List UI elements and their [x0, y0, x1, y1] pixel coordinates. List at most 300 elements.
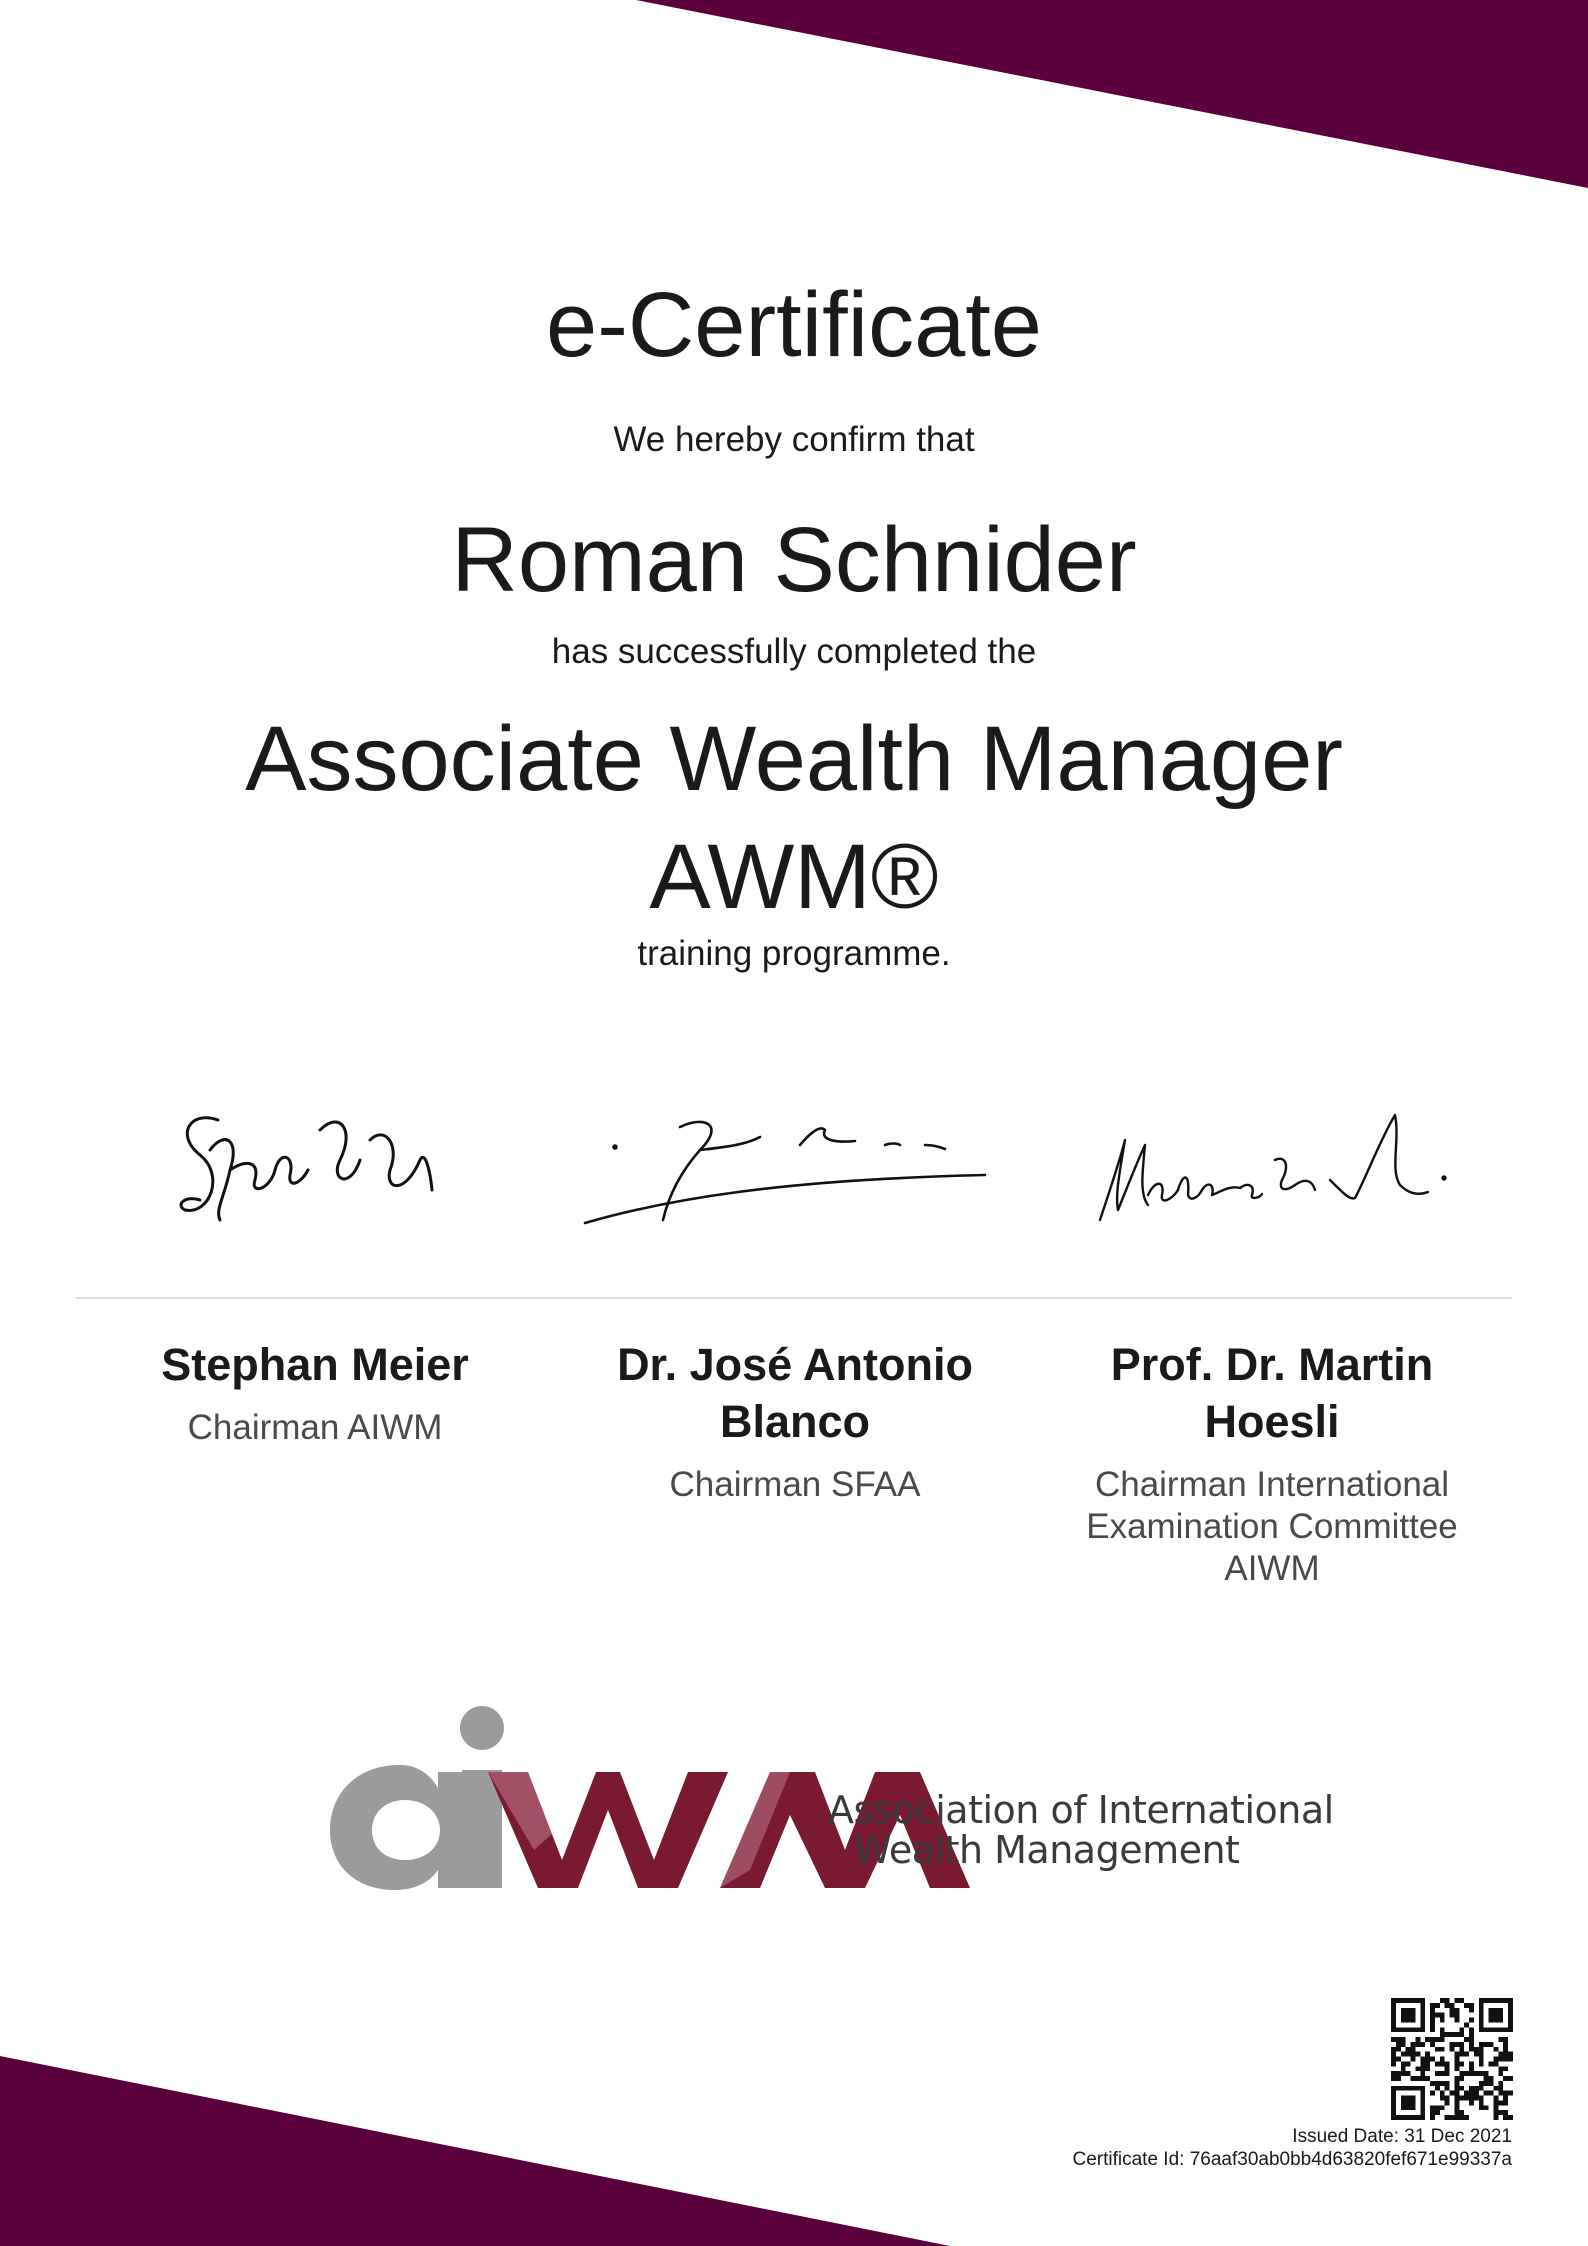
qr-module — [1489, 2091, 1494, 2096]
qr-module — [1479, 2013, 1484, 2018]
qr-module — [1401, 2037, 1406, 2042]
qr-module — [1445, 2081, 1450, 2086]
qr-module — [1396, 2057, 1401, 2062]
qr-module — [1469, 2008, 1474, 2013]
qr-module — [1498, 2013, 1503, 2018]
qr-module — [1493, 1998, 1498, 2003]
qr-module — [1474, 2096, 1479, 2101]
qr-module — [1503, 2057, 1508, 2062]
qr-module — [1493, 2115, 1498, 2120]
qr-module — [1469, 2061, 1474, 2066]
qr-module — [1391, 1998, 1396, 2003]
qr-module — [1479, 2008, 1484, 2013]
qr-module — [1411, 2047, 1416, 2052]
qr-module — [1479, 2018, 1484, 2023]
qr-module — [1401, 2086, 1406, 2091]
qr-module — [1508, 2057, 1513, 2062]
qr-module — [1401, 2008, 1406, 2013]
qr-module — [1508, 2091, 1513, 2096]
qr-code — [1391, 1998, 1513, 2120]
qr-module — [1445, 1998, 1450, 2003]
qr-module — [1401, 2052, 1406, 2057]
qr-module — [1401, 2071, 1406, 2076]
qr-module — [1401, 2100, 1406, 2105]
qr-module — [1415, 2042, 1420, 2047]
qr-module — [1493, 2057, 1498, 2062]
qr-module — [1508, 2022, 1513, 2027]
qr-module — [1450, 2091, 1455, 2096]
qr-module — [1484, 2027, 1489, 2032]
qr-module — [1493, 2018, 1498, 2023]
course-line-1: Associate Wealth Manager — [245, 708, 1343, 810]
signature-stephan-meier — [170, 1100, 470, 1230]
qr-module — [1459, 1998, 1464, 2003]
qr-module — [1479, 2042, 1484, 2047]
qr-module — [1508, 2013, 1513, 2018]
qr-module — [1391, 2052, 1396, 2057]
qr-module — [1454, 2086, 1459, 2091]
qr-module — [1406, 2115, 1411, 2120]
qr-module — [1445, 2115, 1450, 2120]
qr-module — [1493, 2061, 1498, 2066]
qr-module — [1420, 2076, 1425, 2081]
qr-module — [1474, 2047, 1479, 2052]
qr-module — [1425, 2066, 1430, 2071]
qr-module — [1440, 2027, 1445, 2032]
qr-module — [1459, 2096, 1464, 2101]
signatory-1 — [95, 1336, 535, 1449]
signature-jose-antonio-blanco — [575, 1105, 995, 1235]
qr-module — [1396, 2037, 1401, 2042]
qr-module — [1430, 2008, 1435, 2013]
qr-module — [1420, 2013, 1425, 2018]
qr-module — [1415, 2115, 1420, 2120]
qr-module — [1464, 2115, 1469, 2120]
qr-module — [1425, 2076, 1430, 2081]
qr-module — [1508, 2115, 1513, 2120]
signature-martin-hoesli — [1090, 1100, 1460, 1230]
qr-module — [1396, 2047, 1401, 2052]
qr-module — [1420, 2027, 1425, 2032]
qr-module — [1454, 2105, 1459, 2110]
qr-module — [1459, 2071, 1464, 2076]
qr-module — [1401, 2061, 1406, 2066]
qr-module — [1508, 2076, 1513, 2081]
qr-module — [1396, 2071, 1401, 2076]
qr-module — [1411, 2042, 1416, 2047]
qr-module — [1420, 2115, 1425, 2120]
qr-module — [1464, 2052, 1469, 2057]
qr-module — [1479, 2061, 1484, 2066]
qr-module — [1503, 2110, 1508, 2115]
qr-module — [1430, 2105, 1435, 2110]
qr-module — [1454, 2032, 1459, 2037]
qr-module — [1479, 2100, 1484, 2105]
qr-module — [1503, 2047, 1508, 2052]
qr-module — [1484, 2071, 1489, 2076]
qr-module — [1391, 2100, 1396, 2105]
qr-module — [1479, 2081, 1484, 2086]
qr-module — [1406, 2008, 1411, 2013]
qr-module — [1450, 2032, 1455, 2037]
qr-module — [1415, 2052, 1420, 2057]
qr-module — [1420, 2018, 1425, 2023]
qr-module — [1445, 2032, 1450, 2037]
qr-module — [1401, 2066, 1406, 2071]
qr-module — [1503, 2042, 1508, 2047]
qr-module — [1391, 2003, 1396, 2008]
signatory-3 — [1052, 1336, 1492, 1590]
qr-module — [1435, 2037, 1440, 2042]
qr-module — [1411, 2052, 1416, 2057]
qr-module — [1454, 2013, 1459, 2018]
qr-module — [1435, 2013, 1440, 2018]
qr-module — [1469, 2086, 1474, 2091]
qr-module — [1469, 2018, 1474, 2023]
qr-module — [1396, 1998, 1401, 2003]
qr-module — [1420, 2071, 1425, 2076]
qr-module — [1406, 2071, 1411, 2076]
qr-module — [1450, 2013, 1455, 2018]
qr-module — [1469, 2047, 1474, 2052]
qr-module — [1493, 2027, 1498, 2032]
qr-module — [1445, 2096, 1450, 2101]
qr-module — [1498, 2008, 1503, 2013]
recipient-name: Roman Schnider — [451, 509, 1137, 611]
qr-module — [1479, 2105, 1484, 2110]
qr-module — [1479, 2057, 1484, 2062]
qr-module — [1415, 2086, 1420, 2091]
qr-module — [1440, 2013, 1445, 2018]
qr-module — [1415, 2066, 1420, 2071]
issued-date: Issued Date: 31 Dec 2021 — [1292, 2126, 1512, 2147]
course-name — [120, 700, 1468, 936]
qr-module — [1440, 2096, 1445, 2101]
qr-module — [1508, 2003, 1513, 2008]
qr-module — [1474, 2052, 1479, 2057]
qr-module — [1406, 2061, 1411, 2066]
qr-module — [1435, 2003, 1440, 2008]
qr-module — [1406, 2047, 1411, 2052]
qr-module — [1430, 2018, 1435, 2023]
qr-module — [1503, 2100, 1508, 2105]
qr-module — [1498, 2100, 1503, 2105]
qr-module — [1493, 2110, 1498, 2115]
qr-module — [1406, 2086, 1411, 2091]
qr-module — [1489, 2042, 1494, 2047]
qr-module — [1406, 2096, 1411, 2101]
qr-module — [1469, 2091, 1474, 2096]
qr-module — [1469, 2027, 1474, 2032]
qr-module — [1498, 2037, 1503, 2042]
qr-module — [1401, 2018, 1406, 2023]
qr-module — [1459, 2115, 1464, 2120]
qr-module — [1396, 2027, 1401, 2032]
qr-module — [1430, 2081, 1435, 2086]
qr-module — [1479, 2096, 1484, 2101]
qr-module — [1508, 2008, 1513, 2013]
qr-module — [1401, 2013, 1406, 2018]
qr-module — [1411, 2076, 1416, 2081]
qr-module — [1391, 2013, 1396, 2018]
qr-module — [1411, 2086, 1416, 2091]
qr-module — [1459, 2110, 1464, 2115]
qr-module — [1440, 2081, 1445, 2086]
qr-module — [1493, 2013, 1498, 2018]
qr-module — [1430, 2022, 1435, 2027]
qr-module — [1484, 1998, 1489, 2003]
qr-module — [1425, 2057, 1430, 2062]
qr-module — [1454, 2061, 1459, 2066]
qr-module — [1430, 2013, 1435, 2018]
qr-module — [1498, 2110, 1503, 2115]
qr-module — [1440, 2047, 1445, 2052]
qr-module — [1454, 2042, 1459, 2047]
qr-module — [1479, 2086, 1484, 2091]
qr-module — [1415, 2037, 1420, 2042]
qr-module — [1406, 2052, 1411, 2057]
qr-module — [1420, 2066, 1425, 2071]
qr-module — [1469, 2037, 1474, 2042]
qr-module — [1450, 2003, 1455, 2008]
qr-module — [1411, 2027, 1416, 2032]
logo-tagline — [828, 1790, 1334, 1870]
qr-module — [1498, 2071, 1503, 2076]
qr-module — [1479, 1998, 1484, 2003]
qr-module — [1445, 2086, 1450, 2091]
qr-module — [1479, 2071, 1484, 2076]
qr-module — [1391, 2115, 1396, 2120]
qr-module — [1445, 2066, 1450, 2071]
qr-module — [1420, 2061, 1425, 2066]
qr-module — [1396, 2115, 1401, 2120]
qr-module — [1391, 2071, 1396, 2076]
qr-module — [1498, 2086, 1503, 2091]
qr-module — [1503, 2076, 1508, 2081]
qr-module — [1445, 2071, 1450, 2076]
qr-module — [1435, 2047, 1440, 2052]
qr-module — [1508, 2018, 1513, 2023]
signatory-name: Prof. Dr. Martin Hoesli — [1110, 1339, 1434, 1447]
course-line-2: AWM® — [649, 826, 939, 928]
qr-module — [1459, 2076, 1464, 2081]
qr-module — [1503, 2091, 1508, 2096]
qr-module — [1454, 1998, 1459, 2003]
qr-module — [1479, 2052, 1484, 2057]
qr-module — [1396, 2086, 1401, 2091]
qr-module — [1411, 2013, 1416, 2018]
qr-module — [1450, 2115, 1455, 2120]
qr-module — [1406, 2100, 1411, 2105]
qr-module — [1391, 2105, 1396, 2110]
qr-module — [1508, 2027, 1513, 2032]
qr-module — [1508, 1998, 1513, 2003]
qr-module — [1469, 2100, 1474, 2105]
qr-module — [1484, 2042, 1489, 2047]
signatory-role: Chairman AIWM — [187, 1408, 443, 1447]
qr-module — [1459, 2047, 1464, 2052]
qr-module — [1435, 2071, 1440, 2076]
qr-module — [1459, 2027, 1464, 2032]
qr-module — [1391, 2037, 1396, 2042]
qr-module — [1406, 2018, 1411, 2023]
qr-module — [1420, 1998, 1425, 2003]
qr-module — [1391, 2057, 1396, 2062]
qr-module — [1401, 2042, 1406, 2047]
qr-module — [1420, 2008, 1425, 2013]
qr-module — [1493, 2008, 1498, 2013]
qr-module — [1435, 2105, 1440, 2110]
qr-module — [1430, 2091, 1435, 2096]
qr-module — [1406, 2013, 1411, 2018]
qr-module — [1454, 2091, 1459, 2096]
qr-module — [1440, 2061, 1445, 2066]
qr-module — [1454, 2100, 1459, 2105]
qr-module — [1469, 2042, 1474, 2047]
qr-module — [1411, 1998, 1416, 2003]
signatory-role: Chairman SFAA — [669, 1465, 921, 1504]
qr-module — [1459, 2052, 1464, 2057]
qr-module — [1420, 2042, 1425, 2047]
confirm-text: We hereby confirm that — [613, 420, 975, 459]
qr-module — [1411, 2008, 1416, 2013]
qr-module — [1489, 1998, 1494, 2003]
qr-module — [1454, 2066, 1459, 2071]
qr-module — [1498, 2066, 1503, 2071]
qr-module — [1391, 2018, 1396, 2023]
qr-module — [1420, 2057, 1425, 2062]
qr-module — [1440, 2032, 1445, 2037]
qr-module — [1454, 2110, 1459, 2115]
qr-module — [1489, 2076, 1494, 2081]
qr-module — [1484, 2105, 1489, 2110]
qr-module — [1401, 2027, 1406, 2032]
qr-module — [1454, 2115, 1459, 2120]
qr-module — [1454, 2076, 1459, 2081]
bottom-left-banner — [0, 2056, 950, 2246]
signatory-name: Stephan Meier — [161, 1339, 469, 1390]
qr-module — [1425, 2052, 1430, 2057]
qr-module — [1469, 2096, 1474, 2101]
qr-module — [1479, 2022, 1484, 2027]
qr-module — [1498, 2052, 1503, 2057]
qr-module — [1498, 2057, 1503, 2062]
qr-module — [1493, 2096, 1498, 2101]
qr-module — [1464, 2022, 1469, 2027]
qr-module — [1469, 2032, 1474, 2037]
qr-module — [1503, 2115, 1508, 2120]
qr-module — [1489, 2061, 1494, 2066]
completed-text: has successfully completed the — [551, 632, 1037, 671]
qr-module — [1474, 2091, 1479, 2096]
qr-module — [1391, 2110, 1396, 2115]
qr-module — [1474, 2086, 1479, 2091]
qr-module — [1450, 2047, 1455, 2052]
qr-module — [1401, 1998, 1406, 2003]
qr-module — [1415, 1998, 1420, 2003]
programme-text: training programme. — [637, 934, 951, 973]
qr-module — [1391, 2061, 1396, 2066]
qr-module — [1420, 2091, 1425, 2096]
qr-module — [1425, 2037, 1430, 2042]
qr-module — [1415, 2076, 1420, 2081]
qr-module — [1406, 1998, 1411, 2003]
qr-module — [1493, 2100, 1498, 2105]
qr-module — [1498, 1998, 1503, 2003]
qr-module — [1440, 1998, 1445, 2003]
qr-module — [1479, 2027, 1484, 2032]
qr-module — [1406, 2105, 1411, 2110]
qr-module — [1503, 1998, 1508, 2003]
qr-module — [1454, 2081, 1459, 2086]
qr-module — [1450, 2008, 1455, 2013]
qr-module — [1440, 2091, 1445, 2096]
qr-module — [1430, 2003, 1435, 2008]
qr-module — [1391, 2076, 1396, 2081]
qr-module — [1440, 2057, 1445, 2062]
qr-module — [1503, 2066, 1508, 2071]
qr-module — [1498, 2091, 1503, 2096]
qr-module — [1489, 2027, 1494, 2032]
qr-module — [1411, 2115, 1416, 2120]
qr-module — [1503, 2027, 1508, 2032]
qr-module — [1391, 2091, 1396, 2096]
qr-module — [1430, 2027, 1435, 2032]
qr-module — [1420, 2096, 1425, 2101]
qr-module — [1498, 2081, 1503, 2086]
qr-module — [1391, 2047, 1396, 2052]
qr-module — [1503, 2096, 1508, 2101]
qr-module — [1401, 2105, 1406, 2110]
certificate-title: e-Certificate — [546, 274, 1042, 376]
qr-module — [1411, 2018, 1416, 2023]
qr-module — [1474, 2071, 1479, 2076]
qr-module — [1445, 2100, 1450, 2105]
qr-module — [1391, 2008, 1396, 2013]
qr-module — [1396, 2076, 1401, 2081]
qr-module — [1391, 2096, 1396, 2101]
qr-module — [1401, 2096, 1406, 2101]
qr-module — [1489, 2008, 1494, 2013]
qr-module — [1411, 2096, 1416, 2101]
qr-module — [1489, 2013, 1494, 2018]
qr-module — [1445, 2003, 1450, 2008]
qr-module — [1430, 2042, 1435, 2047]
qr-module — [1391, 2022, 1396, 2027]
qr-module — [1469, 2066, 1474, 2071]
qr-module — [1420, 2100, 1425, 2105]
qr-module — [1391, 2086, 1396, 2091]
qr-module — [1464, 2096, 1469, 2101]
qr-module — [1459, 2061, 1464, 2066]
qr-module — [1469, 2003, 1474, 2008]
qr-module — [1401, 2115, 1406, 2120]
qr-module — [1484, 2076, 1489, 2081]
qr-module — [1479, 2047, 1484, 2052]
qr-module — [1440, 2105, 1445, 2110]
qr-module — [1503, 2037, 1508, 2042]
qr-module — [1498, 2027, 1503, 2032]
qr-module — [1503, 2052, 1508, 2057]
qr-module — [1464, 2003, 1469, 2008]
certificate-id: Certificate Id: 76aaf30ab0bb4d63820fef671e99337a — [1072, 2149, 1512, 2170]
qr-module — [1454, 2057, 1459, 2062]
qr-module — [1430, 2037, 1435, 2042]
qr-module — [1484, 2081, 1489, 2086]
qr-module — [1489, 2018, 1494, 2023]
qr-module — [1430, 2110, 1435, 2115]
qr-module — [1493, 2105, 1498, 2110]
